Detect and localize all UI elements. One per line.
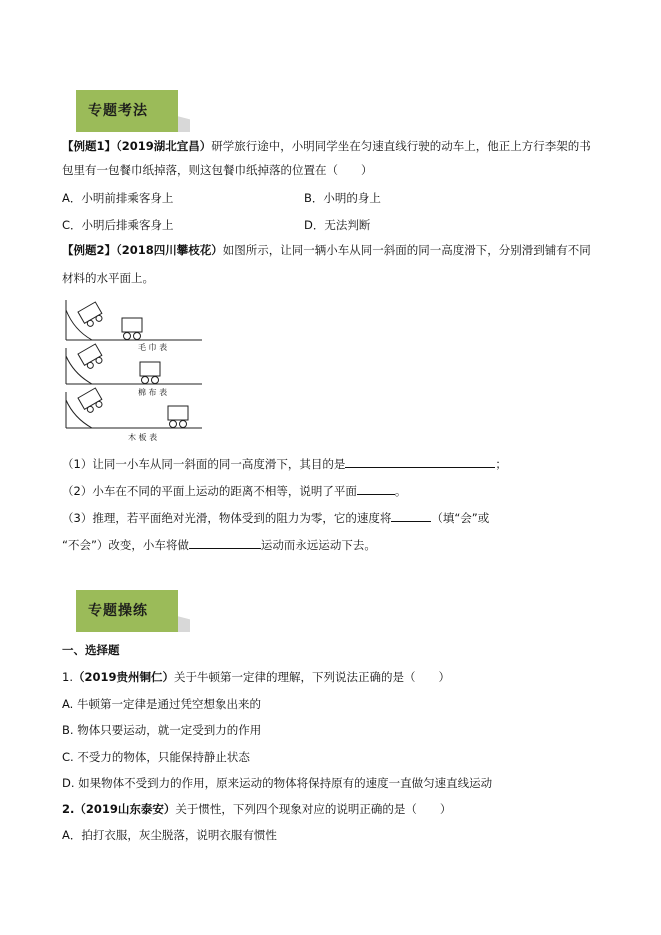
example1-option-a: A．小明前排乘客身上 xyxy=(62,191,174,205)
example1-line2: 包里有一包餐巾纸掉落，则这包餐巾纸掉落的位置在（ ） xyxy=(62,163,373,177)
example2-q2 xyxy=(62,483,406,499)
q2-text: 关于惯性，下列四个现象对应的说明正确的是（ ） xyxy=(175,802,452,816)
section-title: 专题考法 xyxy=(88,103,148,119)
q1-number: 1. xyxy=(62,670,73,684)
example2-q3-line2 xyxy=(62,537,376,553)
incline-experiment-figure xyxy=(64,296,204,442)
example1-option-b: B．小明的身上 xyxy=(304,191,381,205)
example1-option-d: D．无法判断 xyxy=(304,218,371,232)
q2-source: （2019山东泰安） xyxy=(74,802,176,816)
example2-line2: 材料的水平面上。 xyxy=(62,271,154,285)
section-title: 专题操练 xyxy=(88,603,148,619)
q1-text: 关于牛顿第一定律的理解，下列说法正确的是（ ） xyxy=(174,670,450,684)
example2-source: （2018四川攀枝花） xyxy=(116,243,223,257)
q1-stem xyxy=(62,669,450,685)
example2-line1 xyxy=(62,242,591,258)
q2-stem xyxy=(62,801,451,817)
section-header-practice xyxy=(76,590,190,632)
answer-blank-1[interactable] xyxy=(345,456,495,468)
answer-blank-3[interactable] xyxy=(391,510,431,522)
example2-q1 xyxy=(62,456,507,472)
q1-option-b: B. 物体只要运动，就一定受到力的作用 xyxy=(62,723,262,737)
figure-row-wood xyxy=(66,388,202,442)
example2-q3-mid: （填“会”或 xyxy=(431,511,490,525)
surface-label-towel: 毛 巾 表 xyxy=(138,343,168,352)
surface-label-wood: 木 板 表 xyxy=(128,433,158,442)
example1-source: （2019湖北宜昌） xyxy=(116,139,212,153)
figure-row-towel xyxy=(66,300,202,352)
answer-blank-2[interactable] xyxy=(357,483,395,495)
example2-tag: 【例题2】 xyxy=(62,243,117,257)
q2-option-a: A．拍打衣服，灰尘脱落，说明衣服有惯性 xyxy=(62,828,277,842)
figure-row-cotton xyxy=(66,344,202,397)
q2-number: 2. xyxy=(62,802,75,816)
answer-blank-4[interactable] xyxy=(189,537,261,549)
example2-q1-text: （1）让同一小车从同一斜面的同一高度滑下，其目的是 xyxy=(62,457,346,471)
example2-q3-text: （3）推理，若平面绝对光滑，物体受到的阻力为零，它的速度将 xyxy=(62,511,392,525)
q1-option-c: C. 不受力的物体，只能保持静止状态 xyxy=(62,750,250,764)
example2-q3-line1 xyxy=(62,510,489,526)
example1-text1: 研学旅行途中，小明同学坐在匀速直线行驶的动车上，他正上方行李架的书 xyxy=(211,139,591,153)
example1-option-c: C．小明后排乘客身上 xyxy=(62,218,174,232)
example1-tag: 【例题1】 xyxy=(62,139,117,153)
example2-q3-line2-text: “不会”）改变，小车将做 xyxy=(62,538,189,552)
example2-q1-end: ； xyxy=(495,457,507,471)
q1-option-d: D. 如果物体不受到力的作用，原来运动的物体将保持原有的速度一直做匀速直线运动 xyxy=(62,776,493,790)
incline-experiment-svg xyxy=(64,296,204,442)
example2-q2-end: 。 xyxy=(394,484,407,498)
example2-text1: 如图所示，让同一辆小车从同一斜面的同一高度滑下，分别滑到铺有不同 xyxy=(222,243,591,257)
surface-label-cotton: 棉 布 表 xyxy=(138,388,168,397)
example2-q2-text: （2）小车在不同的平面上运动的距离不相等，说明了平面 xyxy=(62,484,357,498)
example2-q3-line2-end: 运动而永远运动下去。 xyxy=(260,538,376,552)
part1-heading: 一、选择题 xyxy=(62,643,120,657)
q1-option-a: A. 牛顿第一定律是通过凭空想象出来的 xyxy=(62,697,261,711)
example1-line1 xyxy=(62,138,591,154)
section-header-exam-methods xyxy=(76,90,190,132)
q1-source: （2019贵州铜仁） xyxy=(72,670,174,684)
